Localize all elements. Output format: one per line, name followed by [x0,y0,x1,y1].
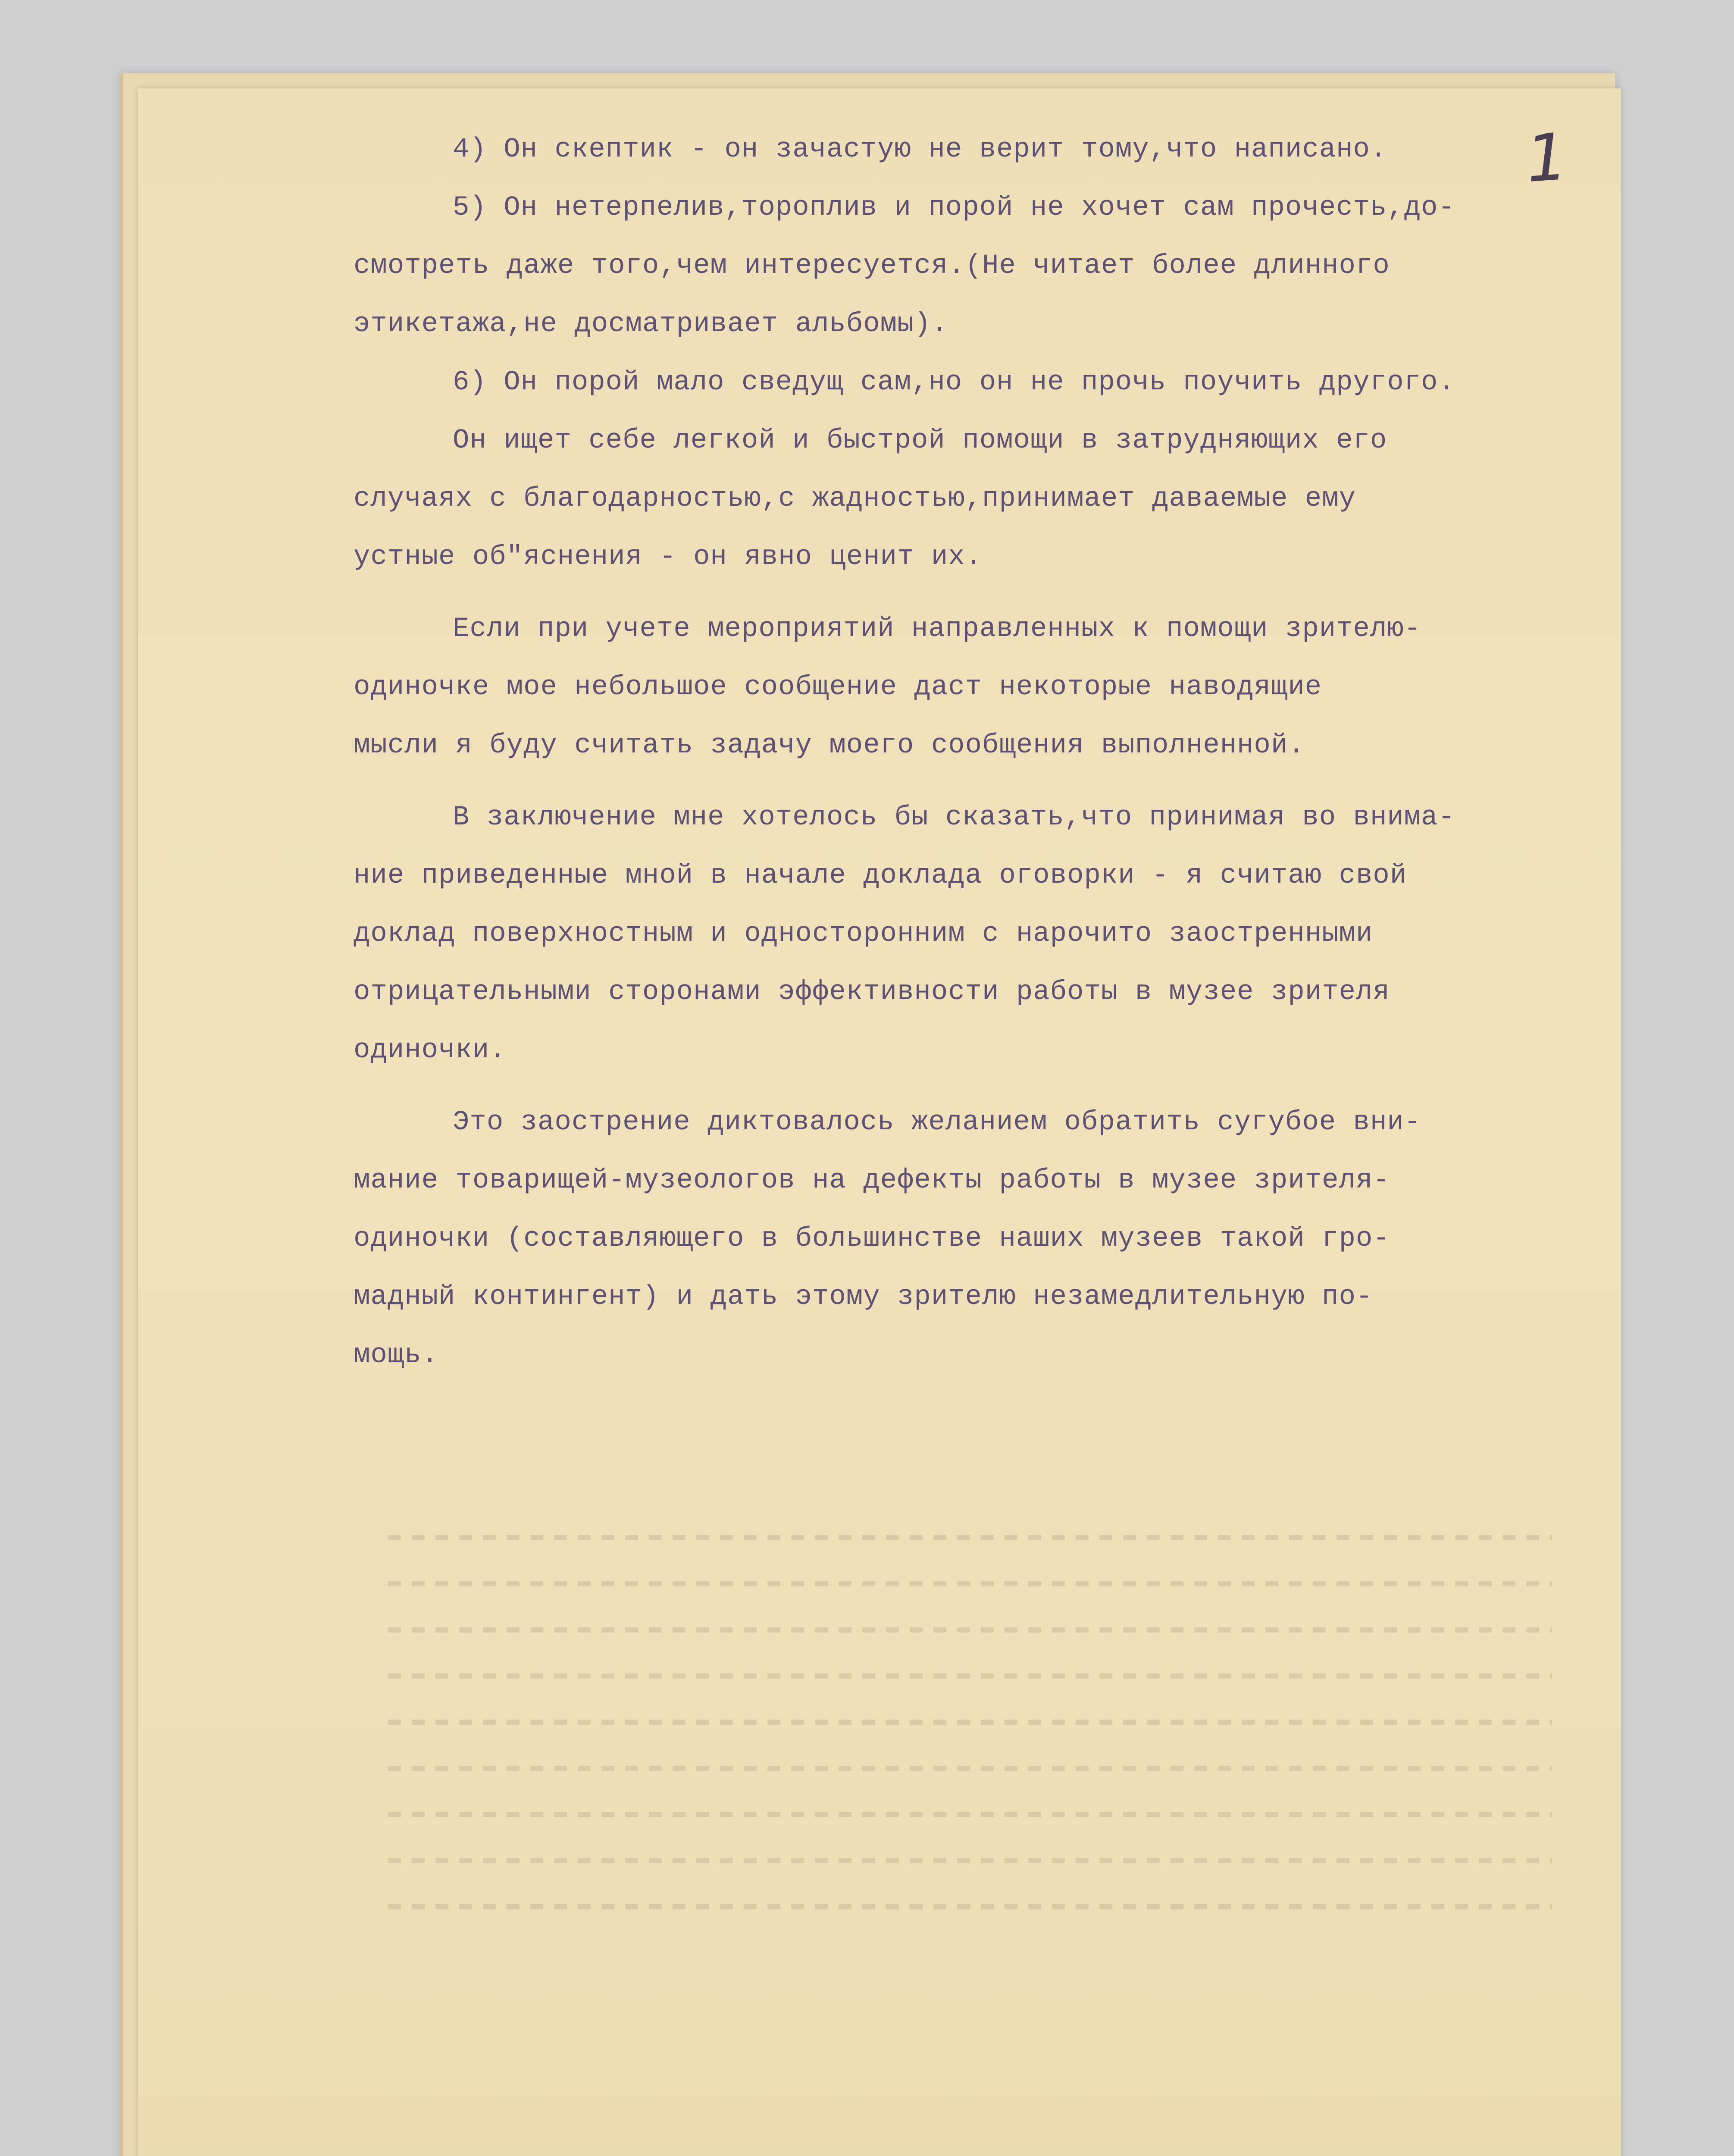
typed-line: мысли я буду считать задачу моего сообщения выполненной. [354,730,1305,761]
typed-line: 4) Он скептик - он зачастую не верит тому,что написано. [453,134,1387,165]
typed-text-block [354,121,1604,1385]
typed-line: Он ищет себе легкой и быстрой помощи в затрудняющих его [453,425,1387,456]
typed-line: устные об"яснения - он явно ценит их. [354,542,983,573]
typed-line: 6) Он порой мало сведущ сам,но он не прочь поучить другого. [453,367,1455,398]
typed-line: мадный контингент) и дать этому зрителю незамедлительную по- [354,1282,1373,1313]
typed-line: доклад поверхностным и односторонним с нарочито заостренными [354,918,1373,950]
typed-line: смотреть даже того,чем интересуется.(Не читает более длинного [354,251,1390,282]
typed-line: мание товарищей-музеологов на дефекты работы в музее зрителя- [354,1165,1390,1196]
typed-line: мощь. [354,1340,439,1371]
typed-line: В заключение мне хотелось бы сказать,что принимая во внима- [453,802,1455,833]
typed-line: отрицательными сторонами эффективности работы в музее зрителя [354,977,1390,1008]
bleed-through-text [388,1535,1552,1988]
typed-line: Если при учете мероприятий направленных к помощи зрителю- [453,614,1421,645]
page-number: 1 [1524,119,1570,197]
typed-line: одиночке мое небольшое сообщение даст некоторые наводящие [354,672,1322,703]
typed-line: ние приведенные мной в начале доклада оговорки - я считаю свой [354,860,1407,891]
typed-line: случаях с благодарностью,с жадностью,принимает даваемые ему [354,483,1356,514]
typed-line: одиночки (составляющего в большинстве наших музеев такой гро- [354,1223,1390,1254]
typed-line: Это заострение диктовалось желанием обратить сугубое вни- [453,1107,1421,1138]
typed-line: этикетажа,не досматривает альбомы). [354,309,948,340]
typed-line: одиночки. [354,1035,507,1066]
typed-line: 5) Он нетерпелив,тороплив и порой не хочет сам прочесть,до- [453,192,1455,223]
